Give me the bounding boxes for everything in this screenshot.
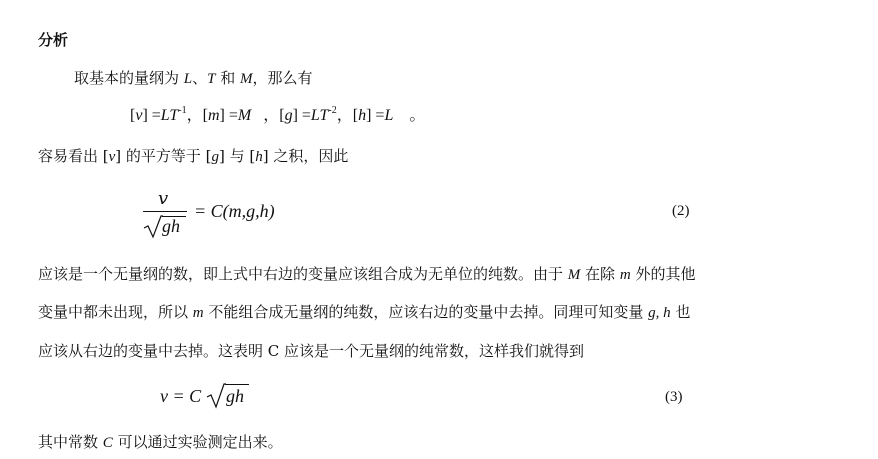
final-text: 其中常数 <box>38 433 103 451</box>
equation-rhs: = C(m,g,h) <box>194 201 275 221</box>
section-heading: 分析 <box>38 31 69 49</box>
radicand: gh <box>226 386 244 406</box>
para-text: 变量中都未出现，所以 <box>38 303 193 321</box>
var-v: v <box>108 149 116 165</box>
dim-M: M <box>240 71 253 87</box>
paragraph-line-1 <box>38 264 695 285</box>
equation-number-3: (3) <box>665 389 683 405</box>
dim-L: L <box>183 71 193 87</box>
observation-line <box>38 146 348 167</box>
bracket-eq: ] = <box>366 107 385 124</box>
exponent: -1 <box>178 105 187 116</box>
intro-suffix: ，那么有 <box>252 69 313 87</box>
obs-text: ] 之积，因此 <box>262 147 349 165</box>
bracket-eq: ] = <box>292 107 311 124</box>
equation-number-2: (2) <box>672 203 690 219</box>
para-text: 应该是一个无量纲的数，即上式中右边的变量应该组合成为无单位的纯数。由于 <box>38 265 568 283</box>
dim-v-value: LT <box>160 107 179 124</box>
fraction-numerator: v <box>158 188 169 209</box>
exponent: -2 <box>328 105 337 116</box>
final-text: 可以通过实验测定出来。 <box>112 433 283 451</box>
bracket: [ <box>130 107 136 124</box>
radicand: gh <box>162 216 180 236</box>
obs-text: ] 与 [ <box>219 147 256 165</box>
para-text: 在除 <box>580 265 620 283</box>
var-m: m <box>192 305 204 321</box>
para-text: 也 <box>670 303 691 321</box>
para-text: 应该从右边的变量中去掉。这表明 C 应该是一个无量纲的纯常数，这样我们就得到 <box>38 342 585 360</box>
dim-g-value: LT <box>310 107 329 124</box>
dimension-formulas <box>130 106 425 126</box>
obs-text: 容易看出 [ <box>38 147 109 165</box>
sqrt-icon <box>143 214 163 240</box>
bracket-eq: ] = <box>219 107 238 124</box>
var-v: v <box>135 107 143 124</box>
bracket: [ <box>352 107 359 124</box>
paragraph-line-2 <box>38 302 690 323</box>
period: 。 <box>409 107 426 124</box>
comma: ， <box>263 107 280 124</box>
intro-sep: 、 <box>192 69 208 87</box>
sqrt-overline <box>225 384 249 385</box>
var-h: h <box>358 107 367 124</box>
intro-line <box>74 68 313 89</box>
bracket: [ <box>202 107 208 124</box>
intro-prefix: 取基本的量纲为 <box>74 69 180 87</box>
bracket-eq: ] = <box>142 107 161 124</box>
dim-T: T <box>207 71 216 87</box>
intro-and: 和 <box>215 69 241 87</box>
equation-lhs: v = C <box>160 386 202 406</box>
fraction <box>140 186 190 242</box>
fraction-bar <box>143 211 187 212</box>
bracket: [ <box>279 107 285 124</box>
para-text: 不能组合成无量纲的纯数，应该右边的变量中去掉。同理可知变量 <box>203 303 649 321</box>
equation-3 <box>160 382 280 412</box>
var-M: M <box>567 267 581 283</box>
dim-h-value: L <box>384 107 394 124</box>
final-line <box>38 432 283 453</box>
dim-m-value: M <box>237 107 252 124</box>
comma: ， <box>186 107 203 124</box>
var-C: C <box>102 435 113 451</box>
equation-2 <box>140 186 340 242</box>
obs-text: ] 的平方等于 [ <box>115 147 212 165</box>
var-g-h: g, h <box>648 305 671 321</box>
var-m: m <box>619 267 631 283</box>
comma: ， <box>336 107 353 124</box>
var-g: g <box>211 149 220 165</box>
var-g: g <box>284 107 293 124</box>
var-m: m <box>207 107 220 124</box>
paragraph-line-3 <box>38 341 584 361</box>
para-text: 外的其他 <box>630 265 696 283</box>
sqrt-icon <box>206 382 226 410</box>
var-h: h <box>255 149 263 165</box>
